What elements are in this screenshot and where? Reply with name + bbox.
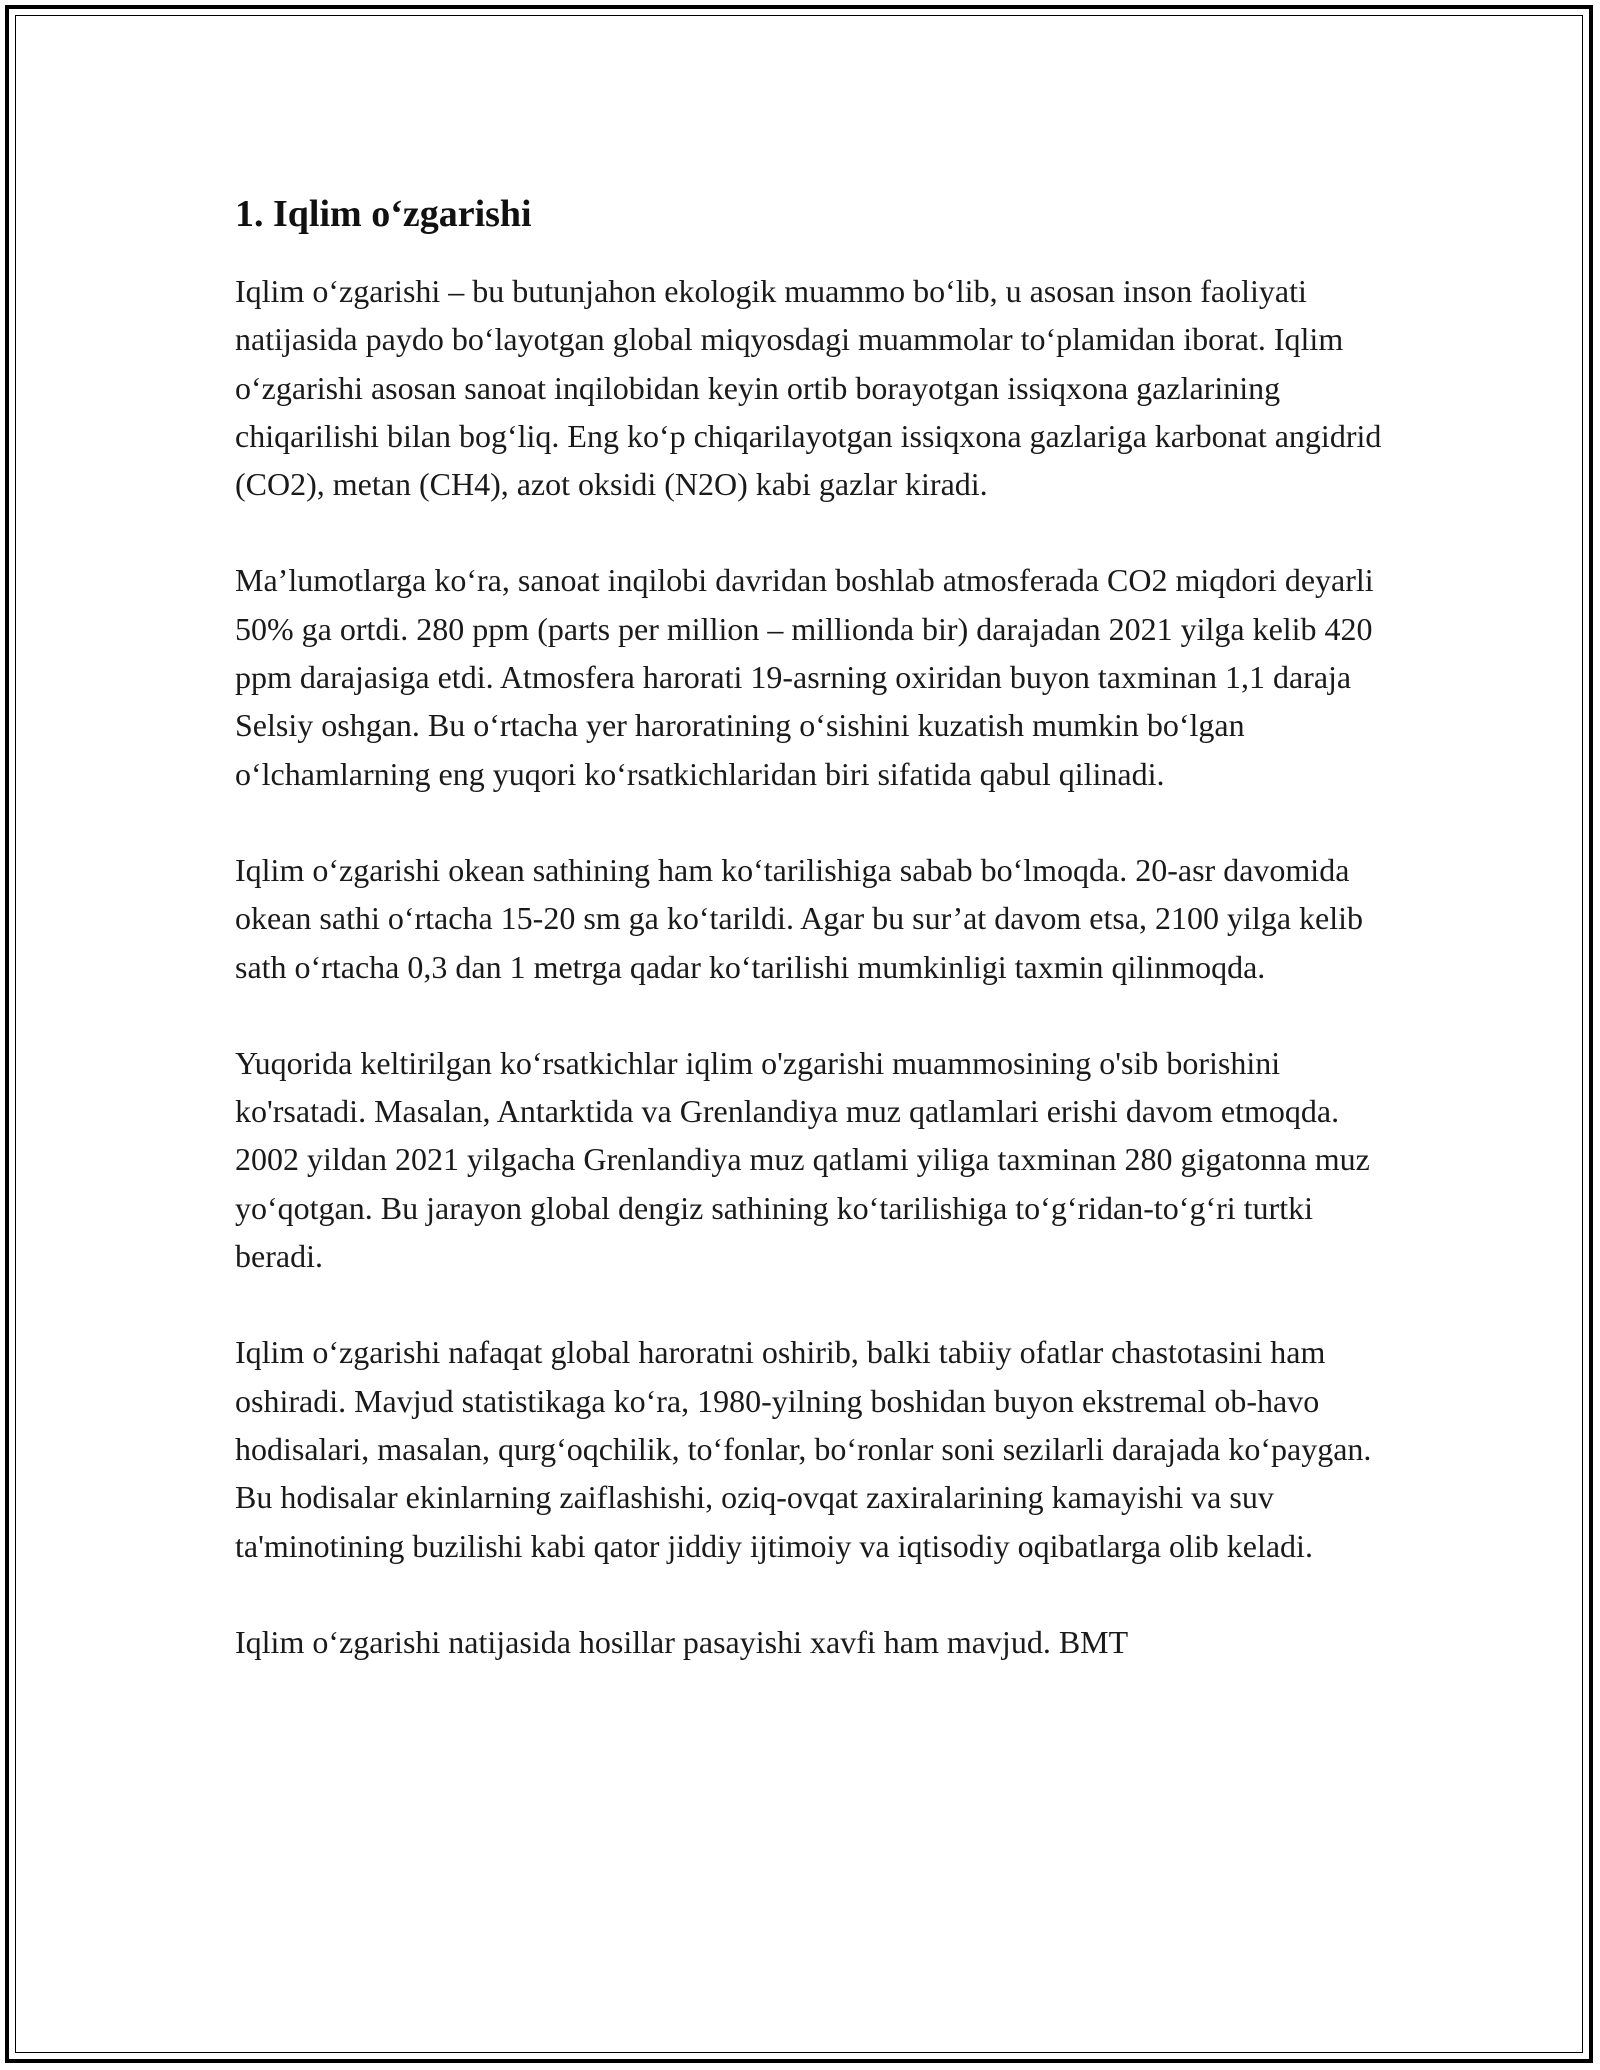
section-heading: 1. Iqlim o‘zgarishi (235, 193, 532, 235)
document-body (235, 185, 1385, 1714)
paragraph-3: Iqlim o‘zgarishi okean sathining ham ko‘tarilishiga sabab bo‘lmoqda. 20-asr davomida okean sathi o‘rtacha 15-20 sm ga ko‘tarildi. Agar bu sur’at davom etsa, 2100 yilga kelib sath o‘rtacha 0,3 dan 1 metrga qadar ko‘tarilishi mumkinligi taxmin qilinmoqda. (235, 851, 1363, 985)
paragraph-1: Iqlim o‘zgarishi – bu butunjahon ekologik muammo bo‘lib, u asosan inson faoliyati natijasida paydo bo‘layotgan global miqyosdagi muammolar to‘plamidan iborat. Iqlim o‘zgarishi asosan sanoat inqilobidan keyin ortib borayotgan issiqxona gazlarining chiqarilishi bilan bog‘liq. Eng ko‘p chiqarilayotgan issiqxona gazlariga karbonat angidrid (CO2), metan (CH4), azot oksidi (N2O) kabi gazlar kiradi. (235, 273, 1382, 503)
paragraph-6: Iqlim o‘zgarishi natijasida hosillar pasayishi xavfi ham mavjud. BMT (235, 1623, 1129, 1660)
paragraph-4: Yuqorida keltirilgan ko‘rsatkichlar iqlim o'zgarishi muammosining o'sib borishini ko'rsatadi. Masalan, Antarktida va Grenlandiya muz qatlamlari erishi davom etmoqda. 2002 yildan 2021 yilgacha Grenlandiya muz qatlami yiliga taxminan 280 gigatonna muz yo‘qotgan. Bu jarayon global dengiz sathining ko‘tarilishiga to‘g‘ridan-to‘g‘ri turtki beradi. (235, 1044, 1370, 1275)
paragraph-5: Iqlim o‘zgarishi nafaqat global haroratni oshirib, balki tabiiy ofatlar chastotasini ham oshiradi. Mavjud statistikaga ko‘ra, 1980-yilning boshidan buyon ekstremal ob-havo hodisalari, masalan, qurg‘oqchilik, to‘fonlar, bo‘ronlar soni sezilarli darajada ko‘paygan. Bu hodisalar ekinlarning zaiflashishi, oziq-ovqat zaxiralarining kamayishi va suv ta'minotining buzilishi kabi qator jiddiy ijtimoiy va iqtisodiy oqibatlarga olib keladi. (235, 1334, 1372, 1564)
paragraph-2: Ma’lumotlarga ko‘ra, sanoat inqilobi davridan boshlab atmosferada CO2 miqdori deyarli 50% ga ortdi. 280 ppm (parts per million – millionda bir) darajadan 2021 yilga kelib 420 ppm darajasiga etdi. Atmosfera harorati 19-asrning oxiridan buyon taxminan 1,1 daraja Selsiy oshgan. Bu o‘rtacha yer haroratining o‘sishini kuzatish mumkin bo‘lgan o‘lchamlarning eng yuqori ko‘rsatkichlaridan biri sifatida qabul qilinadi. (235, 562, 1374, 792)
